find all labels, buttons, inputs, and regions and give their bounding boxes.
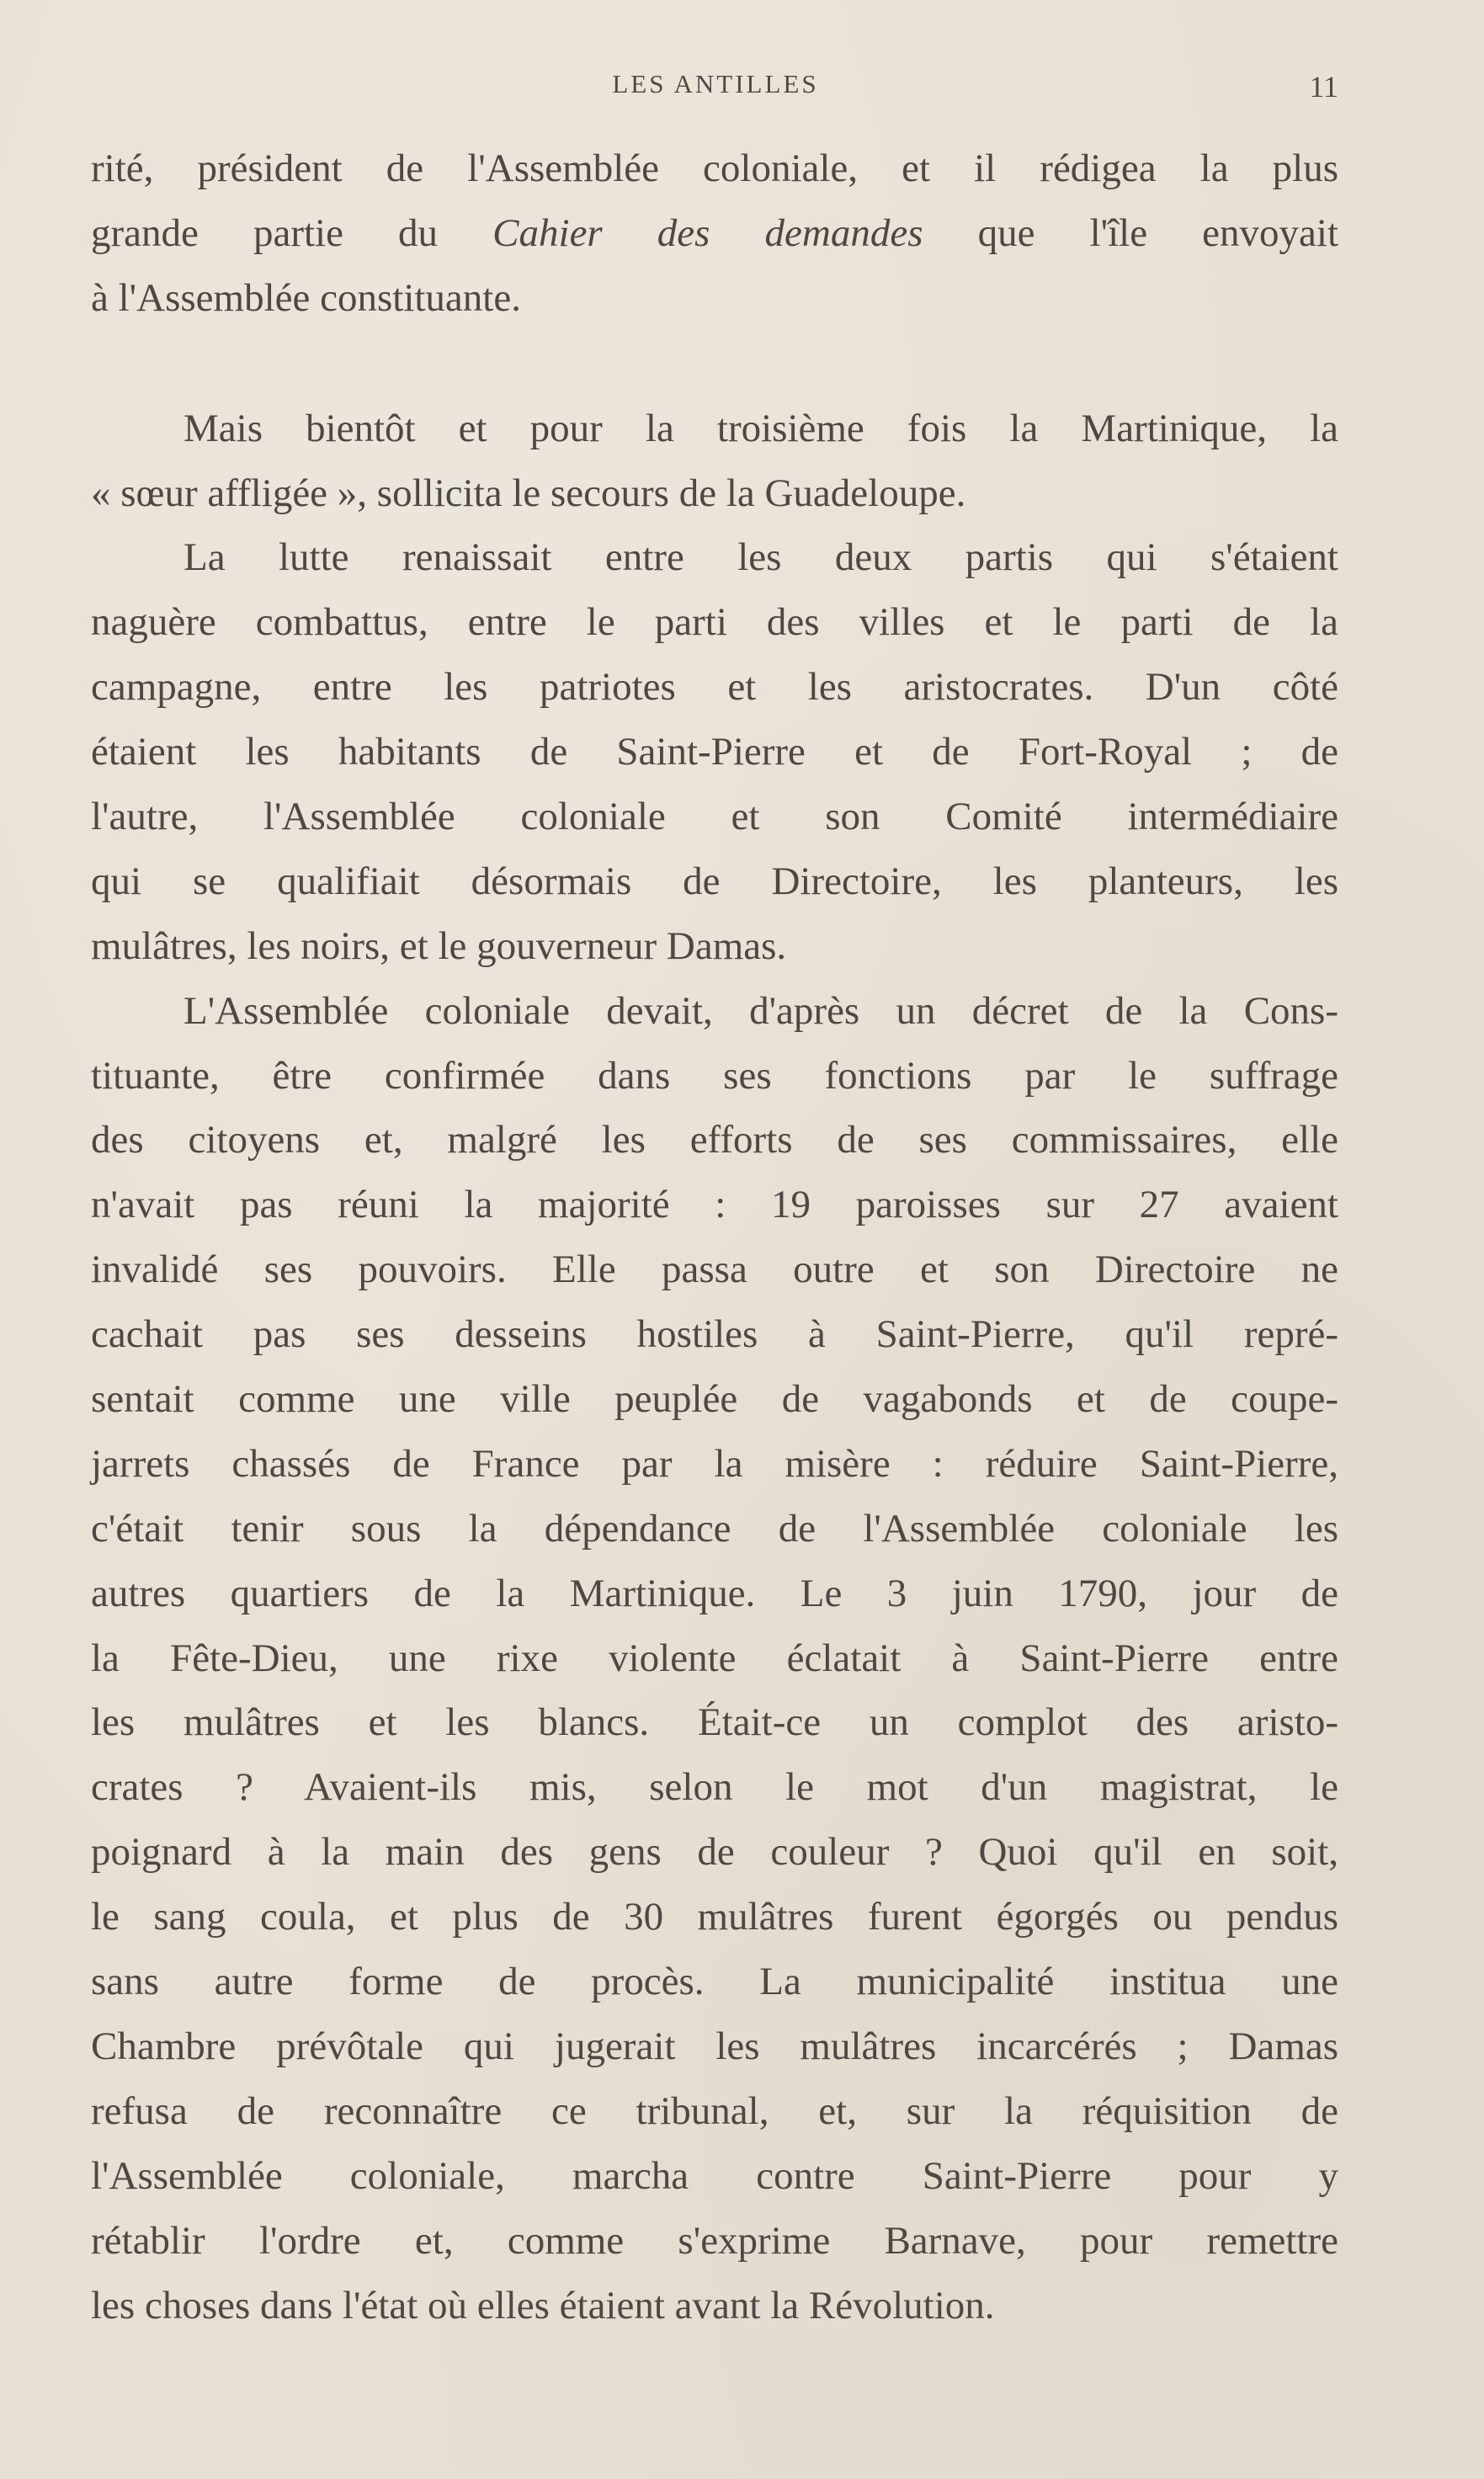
running-title: LES ANTILLES — [612, 69, 819, 98]
text-line: campagne, entre les patriotes et les aristocrates. D'un côté — [91, 665, 1338, 710]
text-line: les mulâtres et les blancs. Était-ce un complot des aristo- — [91, 1700, 1338, 1745]
text-line: rité, président de l'Assemblée coloniale, et il rédigea la plus — [91, 146, 1338, 190]
text-line: crates ? Avaient-ils mis, selon le mot d'un magistrat, le — [91, 1765, 1338, 1810]
text-line: jarrets chassés de France par la misère : réduire Saint-Pierre, — [91, 1441, 1338, 1486]
text-line: « sœur affligée », sollicita le secours de la Guadeloupe. — [91, 471, 966, 515]
text-line: grande partie du Cahier des demandes que l'île envoyait — [91, 210, 1338, 255]
text-line: sans autre forme de procès. La municipalité institua une — [91, 1960, 1338, 2004]
paragraph — [91, 525, 1338, 978]
text-line: à l'Assemblée constituante. — [91, 275, 521, 320]
text-line: les choses dans l'état où elles étaient avant la Révolution. — [91, 2283, 995, 2327]
text-line: sentait comme une ville peuplée de vagabonds et de coupe- — [91, 1377, 1338, 1422]
italic-title: Cahier des demandes — [492, 210, 923, 255]
running-head — [93, 69, 1338, 111]
text-line: le sang coula, et plus de 30 mulâtres furent égorgés ou pendus — [91, 1895, 1338, 1939]
text-line: la Fête-Dieu, une rixe violente éclatait à Saint-Pierre entre — [91, 1636, 1338, 1680]
text-line: autres quartiers de la Martinique. Le 3 juin 1790, jour de — [91, 1571, 1338, 1615]
text-line: mulâtres, les noirs, et le gouverneur Damas. — [91, 923, 787, 968]
text-line: invalidé ses pouvoirs. Elle passa outre et son Directoire ne — [91, 1247, 1338, 1292]
text-line: naguère combattus, entre le parti des villes et le parti de la — [91, 600, 1338, 645]
text-line: n'avait pas réuni la majorité : 19 paroisses sur 27 avaient — [91, 1183, 1338, 1227]
text-line: refusa de reconnaître ce tribunal, et, sur la réquisition de — [91, 2088, 1338, 2133]
text-line: rétablir l'ordre et, comme s'exprime Barnave, pour remettre — [91, 2218, 1338, 2263]
text-line: étaient les habitants de Saint-Pierre et de Fort-Royal ; de — [91, 730, 1338, 774]
page-number: 11 — [1309, 70, 1338, 104]
text-line: cachait pas ses desseins hostiles à Saint-Pierre, qu'il repré- — [91, 1312, 1338, 1357]
text-line: des citoyens et, malgré les efforts de ses commissaires, elle — [91, 1118, 1338, 1162]
paragraph — [91, 396, 1338, 526]
text-line: l'autre, l'Assemblée coloniale et son Comité intermédiaire — [91, 795, 1338, 839]
text-line: poignard à la main des gens de couleur ? Quoi qu'il en soit, — [91, 1830, 1338, 1875]
text-line: l'Assemblée coloniale, marcha contre Saint-Pierre pour y — [91, 2153, 1338, 2198]
paragraph — [91, 979, 1338, 2338]
body-text — [91, 136, 1338, 2338]
text-line: La lutte renaissait entre les deux partis qui s'étaient — [184, 535, 1338, 580]
paragraph-gap — [91, 331, 1338, 396]
text-line: L'Assemblée coloniale devait, d'après un décret de la Cons- — [184, 988, 1338, 1033]
text-line: qui se qualifiait désormais de Directoire, les planteurs, les — [91, 859, 1338, 903]
text-line: tituante, être confirmée dans ses fonctions par le suffrage — [91, 1053, 1338, 1098]
paragraph-continuation — [91, 136, 1338, 331]
text-line: Mais bientôt et pour la troisième fois la Martinique, la — [184, 406, 1338, 450]
text-line: Chambre prévôtale qui jugerait les mulâtres incarcérés ; Damas — [91, 2024, 1338, 2068]
text-line: c'était tenir sous la dépendance de l'Assemblée coloniale les — [91, 1506, 1338, 1551]
